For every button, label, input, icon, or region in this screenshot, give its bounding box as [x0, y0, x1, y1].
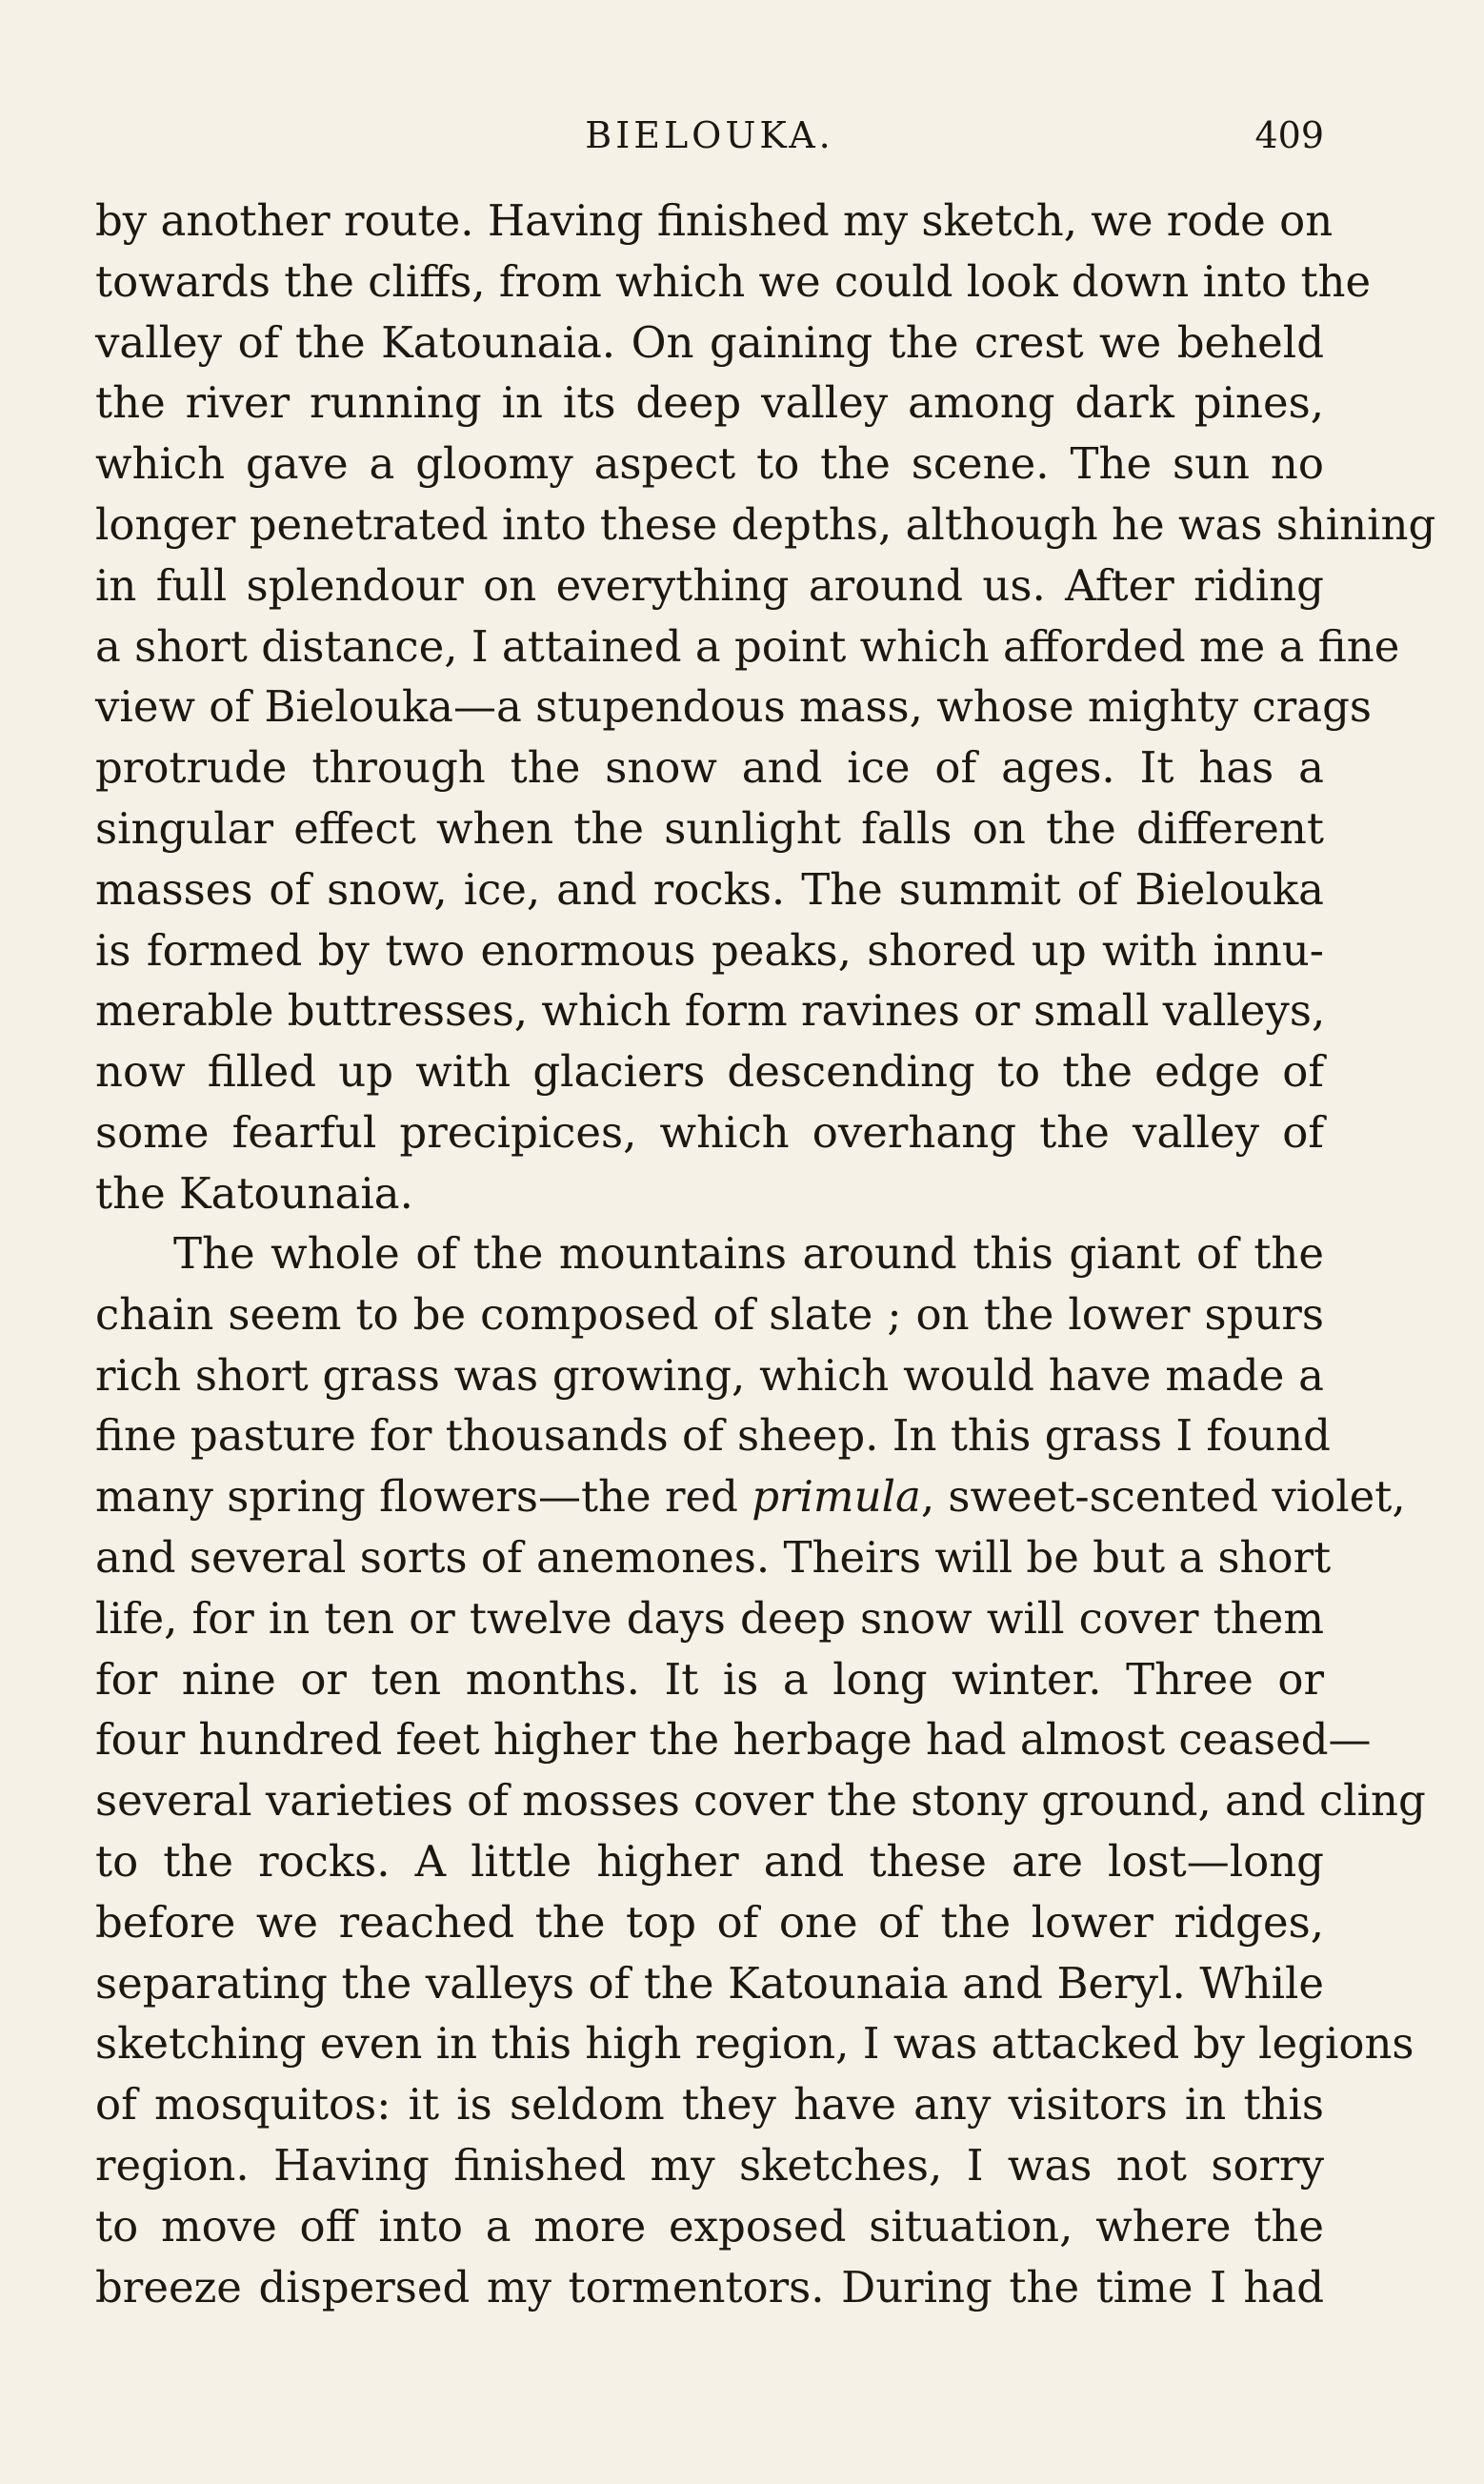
text-line: for nine or ten months. It is a long winter. Three or — [95, 1653, 1324, 1705]
text-line: before we reached the top of one of the lower ridges, — [95, 1896, 1324, 1948]
text-line: life, for in ten or twelve days deep snow will cover them — [95, 1592, 1324, 1644]
text-line: is formed by two enormous peaks, shored up with innu- — [95, 924, 1324, 976]
page-number: 409 — [1254, 114, 1324, 156]
text-line: singular effect when the sunlight falls on the different — [95, 802, 1324, 854]
text-line: view of Bielouka—a stupendous mass, whose mighty crags — [95, 681, 1372, 733]
text-line: masses of snow, ice, and rocks. The summit of Bielouka — [95, 863, 1324, 915]
text-line: rich short grass was growing, which would have made a — [95, 1349, 1324, 1401]
text-line: valley of the Katounaia. On gaining the crest we beheld — [95, 316, 1324, 368]
text-line: several varieties of mosses cover the stony ground, and cling — [95, 1775, 1426, 1827]
text-line: region. Having finished my sketches, I was not sorry — [95, 2139, 1324, 2191]
running-title: BIELOUKA. — [585, 114, 834, 156]
text-line: fine pasture for thousands of sheep. In this grass I found — [95, 1410, 1331, 1462]
text-line: protrude through the snow and ice of ages. It has a — [95, 742, 1324, 794]
text-line: now filled up with glaciers descending to the edge of — [95, 1046, 1324, 1098]
text-line: a short distance, I attained a point which afforded me a fine — [95, 620, 1400, 672]
text-line: the Katounaia. — [95, 1167, 413, 1219]
text-line: of mosquitos: it is seldom they have any visitors in this — [95, 2079, 1324, 2131]
text-line: separating the valleys of the Katounaia and Beryl. While — [95, 1957, 1324, 2009]
text-line: longer penetrated into these depths, although he was shining — [95, 498, 1436, 550]
text-segment: , sweet-scented violet, — [920, 1471, 1406, 1523]
text-line: breeze dispersed my tormentors. During the time I had — [95, 2261, 1324, 2312]
text-line: towards the cliffs, from which we could look down into the — [95, 255, 1372, 307]
text-segment: many spring flowers—the red — [95, 1471, 752, 1523]
text-line: to the rocks. A little higher and these are lost—long — [95, 1835, 1324, 1887]
text-line: the river running in its deep valley among dark pines, — [95, 377, 1324, 429]
running-header — [95, 107, 1324, 164]
text-line: four hundred feet higher the herbage had almost ceased— — [95, 1714, 1372, 1766]
text-line: and several sorts of anemones. Theirs will be but a short — [95, 1531, 1332, 1583]
text-line-with-italic — [95, 1466, 1406, 1527]
text-line: sketching even in this high region, I was attacked by legions — [95, 2018, 1414, 2070]
paragraph-mountain-flora — [95, 1223, 1426, 2317]
text-line: to move off into a more exposed situation, where the — [95, 2200, 1324, 2252]
italic-plant-name: primula — [752, 1471, 921, 1523]
paragraph-bielouka-view — [95, 191, 1436, 1224]
text-line: some fearful precipices, which overhang the valley of — [95, 1106, 1324, 1158]
text-line: in full splendour on everything around us. After riding — [95, 559, 1324, 611]
text-line: merable buttresses, which form ravines or small valleys, — [95, 985, 1326, 1037]
text-line: which gave a gloomy aspect to the scene. The sun no — [95, 438, 1324, 490]
text-line: chain seem to be composed of slate ; on the lower spurs — [95, 1288, 1324, 1340]
text-line: The whole of the mountains around this giant of the — [173, 1228, 1324, 1279]
text-line: by another route. Having finished my sketch, we rode on — [95, 195, 1334, 246]
